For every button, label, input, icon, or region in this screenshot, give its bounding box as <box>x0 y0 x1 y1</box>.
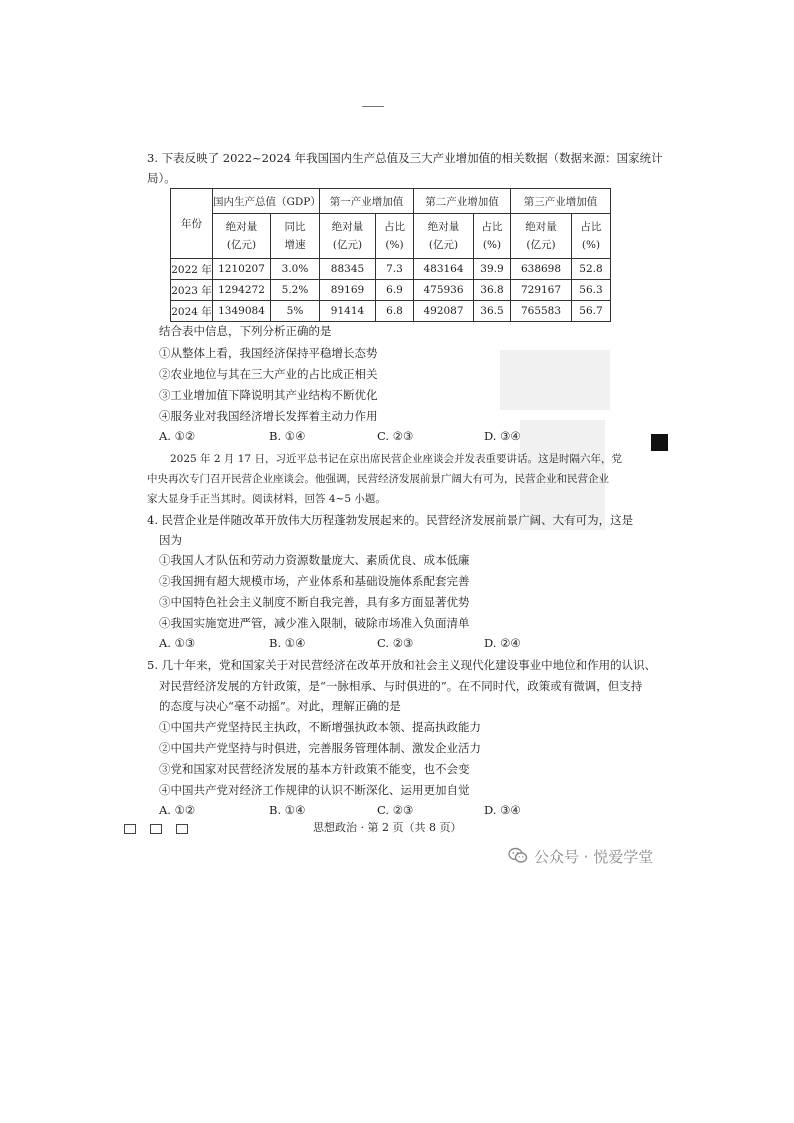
q4-item-2: ②我国拥有超大规模市场，产业体系和基础设施体系配套完善 <box>159 574 470 588</box>
q3-options <box>159 426 579 446</box>
primary-share-cell: 6.8 <box>376 301 414 322</box>
q3-option-b[interactable]: B. ①④ <box>269 429 306 443</box>
q5-item-3: ③党和国家对民营经济发展的基本方针政策不能变，也不会变 <box>159 762 470 776</box>
primary-abs-cell: 91414 <box>320 301 376 322</box>
q4-item-4: ④我国实施宽进严管，减少准入限制，破除市场准入负面清单 <box>159 616 470 630</box>
q5-option-d[interactable]: D. ③④ <box>484 803 521 817</box>
table-row <box>171 280 611 301</box>
q5-stem-line-2: 对民营经济发展的方针政策，是“一脉相承、与时俱进的”。在不同时代，政策或有微调，但支持 <box>159 679 643 693</box>
secondary-abs-cell: 475936 <box>414 280 474 301</box>
secondary-industry-header: 第二产业增加值 <box>414 189 511 214</box>
gdp-cell: 1210207 <box>213 259 271 280</box>
year-cell: 2023 年 <box>171 280 213 301</box>
q3-item-4: ④服务业对我国经济增长发挥着主动力作用 <box>159 409 378 423</box>
q4-stem-line-2: 因为 <box>159 533 182 547</box>
secondary-share-cell: 36.8 <box>474 280 511 301</box>
table-row <box>171 301 611 322</box>
primary-share-subheader: 占比 (%) <box>376 214 414 259</box>
q3-option-d[interactable]: D. ③④ <box>484 429 521 443</box>
q5-item-2: ②中国共产党坚持与时俱进，完善服务管理体制、激发企业活力 <box>159 741 481 755</box>
q4-item-1: ①我国人才队伍和劳动力资源数量庞大、素质优良、成本低廉 <box>159 553 470 567</box>
year-cell: 2022 年 <box>171 259 213 280</box>
q4-option-d[interactable]: D. ②④ <box>484 636 521 650</box>
secondary-abs-cell: 483164 <box>414 259 474 280</box>
table-row <box>171 259 611 280</box>
tertiary-abs-cell: 765583 <box>511 301 572 322</box>
secondary-share-cell: 36.5 <box>474 301 511 322</box>
gdp-yoy-subheader: 同比 增速 <box>271 214 320 259</box>
tertiary-industry-header: 第三产业增加值 <box>511 189 611 214</box>
gdp-abs-subheader: 绝对量 (亿元) <box>213 214 271 259</box>
q3-question: 结合表中信息，下列分析正确的是 <box>159 324 332 338</box>
year-header: 年份 <box>171 189 213 259</box>
gdp-table <box>170 188 611 322</box>
q5-stem-line-3: 的态度与决心“毫不动摇”。对此，理解正确的是 <box>159 699 401 713</box>
q3-option-c[interactable]: C. ②③ <box>377 429 414 443</box>
q3-item-2: ②农业地位与其在三大产业的占比成正相关 <box>159 367 378 381</box>
scan-marker <box>651 434 668 451</box>
year-cell: 2024 年 <box>171 301 213 322</box>
footer-box <box>176 824 188 834</box>
q5-options <box>159 800 579 820</box>
q4-item-3: ③中国特色社会主义制度不断自我完善，具有多方面显著优势 <box>159 595 470 609</box>
q3-option-a[interactable]: A. ①② <box>159 429 196 443</box>
primary-industry-header: 第一产业增加值 <box>320 189 414 214</box>
q5-option-b[interactable]: B. ①④ <box>269 803 306 817</box>
gdp-cell: 1294272 <box>213 280 271 301</box>
q3-item-1: ①从整体上看，我国经济保持平稳增长态势 <box>159 346 378 360</box>
q5-option-c[interactable]: C. ②③ <box>377 803 414 817</box>
footer-boxes <box>124 823 202 837</box>
wechat-icon <box>508 847 528 868</box>
secondary-share-cell: 39.9 <box>474 259 511 280</box>
secondary-abs-subheader: 绝对量 (亿元) <box>414 214 474 259</box>
gdp-header: 国内生产总值（GDP） <box>213 189 320 214</box>
tertiary-abs-cell: 729167 <box>511 280 572 301</box>
gdp-cell: 1349084 <box>213 301 271 322</box>
primary-abs-cell: 88345 <box>320 259 376 280</box>
primary-abs-subheader: 绝对量 (亿元) <box>320 214 376 259</box>
watermark-text: 公众号 · 悦爱学堂 <box>534 848 654 866</box>
tertiary-share-subheader: 占比 (%) <box>572 214 611 259</box>
q5-item-1: ①中国共产党坚持民主执政，不断增强执政本领、提高执政能力 <box>159 720 481 734</box>
tertiary-share-cell: 56.7 <box>572 301 611 322</box>
primary-share-cell: 7.3 <box>376 259 414 280</box>
q4-option-a[interactable]: A. ①③ <box>159 636 196 650</box>
material-line-1: 2025 年 2 月 17 日，习近平总书记在京出席民营企业座谈会并发表重要讲话。这是时隔六年，党 <box>170 453 622 465</box>
q3-stem-line-1: 3. 下表反映了 2022~2024 年我国国内生产总值及三大产业增加值的相关数据（数据来源：国家统计 <box>147 151 663 165</box>
secondary-share-subheader: 占比 (%) <box>474 214 511 259</box>
footer-box <box>124 824 136 834</box>
page-footer: 思想政治 · 第 2 页（共 8 页） <box>313 821 462 834</box>
tertiary-share-cell: 56.3 <box>572 280 611 301</box>
footer-box <box>150 824 162 834</box>
yoy-cell: 5.2% <box>271 280 320 301</box>
watermark <box>508 846 653 868</box>
primary-abs-cell: 89169 <box>320 280 376 301</box>
q5-option-a[interactable]: A. ①② <box>159 803 196 817</box>
material-line-2: 中央再次专门召开民营企业座谈会。他强调，民营经济发展前景广阔大有可为，民营企业和民营企业 <box>147 473 609 485</box>
q4-option-b[interactable]: B. ①④ <box>269 636 306 650</box>
q3-stem-line-2: 局）。 <box>147 171 176 185</box>
q5-stem-line-1: 5. 几十年来，党和国家关于对民营经济在改革开放和社会主义现代化建设事业中地位和作用的认识、 <box>147 658 657 672</box>
q3-item-3: ③工业增加值下降说明其产业结构不断优化 <box>159 388 378 402</box>
q4-stem-line-1: 4. 民营企业是伴随改革开放伟大历程蓬勃发展起来的。民营经济发展前景广阔、大有可为，这是 <box>147 513 634 527</box>
top-rule <box>362 106 384 107</box>
yoy-cell: 3.0% <box>271 259 320 280</box>
yoy-cell: 5% <box>271 301 320 322</box>
material-line-3: 家大显身手正当其时。阅读材料，回答 4~5 小题。 <box>147 493 386 505</box>
tertiary-abs-subheader: 绝对量 (亿元) <box>511 214 572 259</box>
scan-artifact <box>500 350 610 410</box>
secondary-abs-cell: 492087 <box>414 301 474 322</box>
q4-options <box>159 633 579 653</box>
q4-option-c[interactable]: C. ②③ <box>377 636 414 650</box>
tertiary-share-cell: 52.8 <box>572 259 611 280</box>
tertiary-abs-cell: 638698 <box>511 259 572 280</box>
q5-item-4: ④中国共产党对经济工作规律的认识不断深化、运用更加自觉 <box>159 783 470 797</box>
primary-share-cell: 6.9 <box>376 280 414 301</box>
